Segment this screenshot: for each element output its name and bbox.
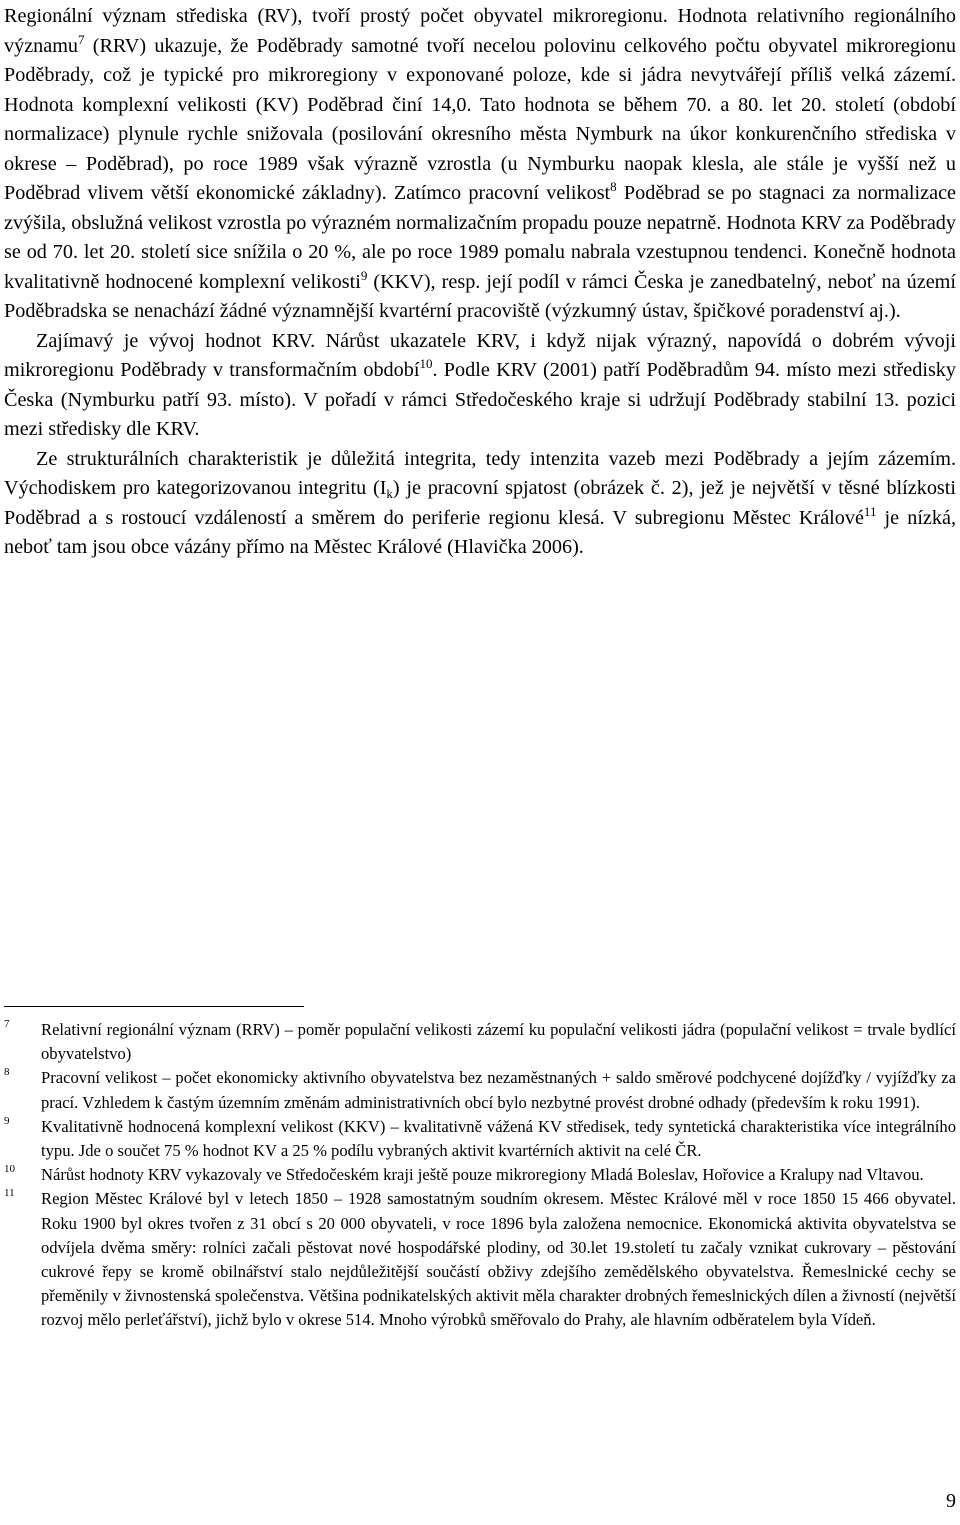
footnote-number: 7 (4, 1018, 10, 1030)
footnote-number: 8 (4, 1066, 10, 1079)
footnote-separator (4, 1006, 304, 1007)
page-number: 9 (946, 1490, 956, 1512)
paragraph-text: (RRV) ukazuje, že Poděbrady samotné tvoří necelou polovinu celkového počtu obyvatel mikroregionu Poděbrady, což je typické pro mikroregiony v exponované poloze, kde si jádra nevytvářejí příliš velká zázemí. Hodnota komplexní velikosti (KV) Poděbrad činí 14,0. Tato hodnota se během 70. a 80. let 20. století (období normalizace) plynule rychle snižovala (posilování okresního města Nymburk na úkor konkurenčního střediska v okrese – Poděbrad), po roce 1989 však výrazně vzrostla (u Nymburku naopak klesla, ale stále je vyšší než u Poděbrad vlivem větší ekonomické základny). Zatímco pracovní velikost (4, 34, 956, 204)
paragraph-2 (4, 327, 956, 445)
paragraph-text: je nízká, neboť tam jsou obce vázány přímo na Městec Králové (Hlavička 2006). (4, 506, 956, 558)
document-page (4, 0, 956, 1330)
footnote-ref-8: 8 (610, 179, 617, 194)
paragraph-3 (4, 445, 956, 563)
footnote-text: Region Městec Králové byl v letech 1850 – 1928 samostatným soudním okresem. Městec Králové měl v roce 1850 15 466 obyvatel. Roku 1900 byl okres tvořen z 31 obcí s 20 000 obyvateli, v roce 1896 byla založena nemocnice. Ekonomická aktivita obyvatelstva se odvíjela dvěma směry: rolníci začali pěstovat nové hospodářské plodiny, od 30.let 19.století tu začaly vznikat cukrovary – pěstování cukrové řepy se kromě obilnářství stalo nejdůležitější součástí obživy zdejšího zemědělského obyvatelstva. Řemeslnické cechy se přeměnily v živnostenská společenstva. Většina podnikatelských aktivit měla charakter drobných řemeslnických dílen a živností (největší rozvoj mělo perleťářství), jichž bylo v okrese 514. Mnoho výrobků směřovalo do Prahy, ale hlavním odběratelem byla Vídeň. (41, 1189, 956, 1330)
footnote-text: Relativní regionální význam (RRV) – poměr populační velikosti zázemí ku populační velikosti jádra (populační velikost = trvale bydlící obyvatelstvo) (41, 1020, 956, 1064)
footnote-10 (4, 1163, 956, 1187)
footnote-ref-7: 7 (78, 31, 85, 47)
paragraph-text: Poděbrad se po stagnaci za normalizace zvýšila, obslužná velikost vzrostla po výrazném normalizačním propadu pouze nepatrně. Hodnota KRV za Poděbrady se od 70. let 20. století sice snížila o 20 %, ale po roce 1989 pomalu nabrala vzestupnou tendenci. Konečně hodnota kvalitativně hodnocené komplexní velikosti (4, 182, 956, 293)
footnote-text: Pracovní velikost – počet ekonomicky aktivního obyvatelstva bez nezaměstnaných + saldo směrové podchycené dojížďky / vyjížďky za prací. Vzhledem k častým územním změnám administrativních obcí bylo nezbytné provést drobné odhady (především k roku 1991). (41, 1068, 956, 1112)
paragraph-1 (4, 2, 956, 327)
footnote-number: 9 (4, 1114, 10, 1127)
footnote-ref-9: 9 (360, 267, 368, 283)
footnote-number: 10 (4, 1163, 15, 1176)
footnotes (4, 1018, 956, 1333)
body-text (4, 2, 956, 563)
footnote-text: Nárůst hodnoty KRV vykazovaly ve Středočeském kraji ještě pouze mikroregiony Mladá Boleslav, Hořovice a Kralupy nad Vltavou. (41, 1165, 924, 1185)
paragraph-text: (KKV), resp. její podíl v rámci Česka je zanedbatelný, neboť na území Poděbradska se nenachází žádné významnější kvartérní pracoviště (výzkumný ústav, špičkové poradenství aj.). (4, 270, 956, 322)
footnote-ref-10: 10 (419, 356, 433, 371)
footnote-9 (4, 1115, 956, 1163)
footnote-ref-11: 11 (863, 503, 877, 519)
paragraph-text: Zajímavý je vývoj hodnot KRV. Nárůst ukazatele KRV, i když nijak výrazný, napovídá o dobrém vývoji mikroregionu Poděbrady v transformačním období (4, 329, 956, 381)
footnote-8 (4, 1066, 956, 1114)
paragraph-text: Ze strukturálních charakteristik je důležitá integrita, tedy intenzita vazeb mezi Poděbrady a jejím zázemím. Východiskem pro kategorizovanou integritu (I (4, 447, 956, 499)
paragraph-text: . Podle KRV (2001) patří Poděbradům 94. místo mezi středisky Česka (Nymburku patří 93. místo). V pořadí v rámci Středočeského kraje si udržují Poděbrady stabilní 13. pozici mezi středisky dle KRV. (4, 359, 956, 440)
subscript-k: k (386, 486, 393, 501)
footnote-text: Kvalitativně hodnocená komplexní velikost (KKV) – kvalitativně vážená KV středisek, tedy syntetická charakteristika více integrálního typu. Jde o součet 75 % hodnot KV a 25 % podílu vybraných aktivit kvartérních aktivit na celé ČR. (41, 1116, 956, 1161)
footnote-number: 11 (4, 1187, 15, 1200)
paragraph-text: Regionální význam střediska (RV), tvoří prostý počet obyvatel mikroregionu. Hodnota relativního regionálního významu (4, 5, 956, 57)
paragraph-text: ) je pracovní spjatost (obrázek č. 2), jež je největší v těsné blízkosti Poděbrad a s rostoucí vzdáleností a směrem do periferie regionu klesá. V subregionu Městec Králové (4, 477, 956, 529)
footnote-11 (4, 1187, 956, 1332)
footnote-7 (4, 1018, 956, 1066)
